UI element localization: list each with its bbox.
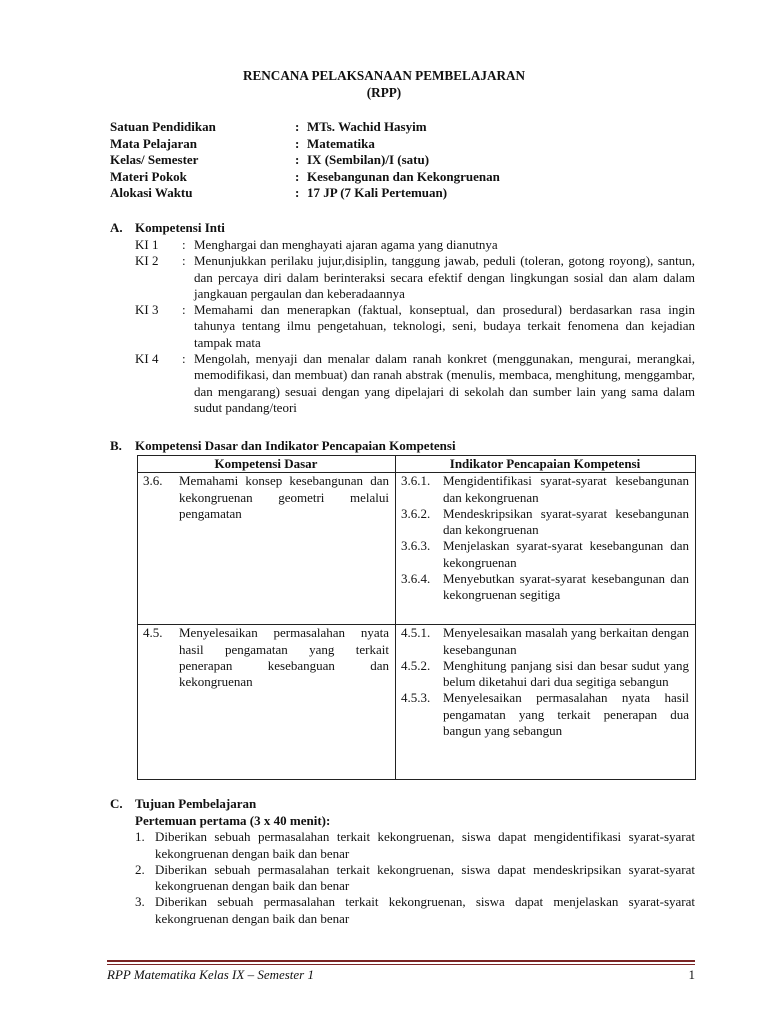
indicator-text: Mendeskripsikan syarat-syarat kesebangunan dan kekongruenan [443,505,689,538]
section-b-title: Kompetensi Dasar dan Indikator Pencapaian Kompetensi [135,438,456,453]
identity-label: Satuan Pendidikan [110,119,216,134]
kd-cell [138,625,396,780]
footer-rule-thin [107,964,695,965]
ki-text: Menghargai dan menghayati ajaran agama yang dianutnya [194,237,498,252]
identity-label: Materi Pokok [110,168,187,184]
indicator-number: 3.6.2. [401,505,431,521]
identity-row: Satuan Pendidikan : MTs. Wachid Hasyim [110,119,427,134]
ki-item: KI 1 : Menghargai dan menghayati ajaran agama yang dianutnya [135,237,695,253]
page-number: 1 [688,967,695,982]
kd-text: Menyelesaikan permasalahan nyata hasil pengamatan yang terkait penerapan kesebanguan dan kekongruenan [179,625,389,690]
table-row [138,473,696,625]
section-a-letter: A. [110,220,123,235]
indicator-number: 3.6.3. [401,538,431,554]
list-item-text: Diberikan sebuah permasalahan terkait kekongruenan, siswa dapat menjelaskan syarat-syarat kekongruenan dengan baik dan benar [155,894,695,926]
identity-row: Mata Pelajaran : Matematika [110,135,375,151]
indicator-number: 4.5.1. [401,625,431,641]
identity-label: Alokasi Waktu [110,185,193,201]
list-item-number: 3. [135,894,145,910]
ki-item: KI 4 : Mengolah, menyaji dan menalar dalam ranah konkret (menggunakan, mengurai, merangkai, memodifikasi, dan membuat) dan ranah abstrak (menulis, membaca, menghitung, menggambar, dan mengarang) sesuai dengan yang dipelajari di sekolah dan sumber lain yang sama dalam sudut pandang/teori [135,351,695,415]
ki-text: Memahami dan menerapkan (faktual, konseptual, dan prosedural) berdasarkan rasa ingin tahunya tentang ilmu pengetahuan, teknologi, seni, budaya terkait fenomena dan kejadian tampak mata [194,302,695,350]
ki-item: KI 3 : Memahami dan menerapkan (faktual, konseptual, dan prosedural) berdasarkan rasa ingin tahunya tentang ilmu pengetahuan, teknologi, seni, budaya terkait fenomena dan kejadian tampak mata [135,302,695,350]
identity-row: Kelas/ Semester : IX (Sembilan)/I (satu) [110,152,430,168]
ki-list [135,237,695,416]
identity-value: Kesebangunan dan Kekongruenan [307,168,500,184]
meeting-heading: Pertemuan pertama (3 x 40 menit): [135,813,331,828]
tujuan-list [135,813,695,927]
identity-value: Matematika [307,135,375,151]
list-item [135,862,695,895]
indicator-item [401,538,689,571]
indicator-item [401,625,689,658]
section-b-heading [110,438,456,454]
section-a-title: Kompetensi Inti [135,220,225,235]
indicator-text: Menyelesaikan permasalahan nyata hasil pengamatan yang terkait penerapan dua bangun yang sebangun [443,690,689,739]
kd-table-header-row [138,456,696,473]
list-item [135,829,695,862]
list-item-text: Diberikan sebuah permasalahan terkait kekongruenan, siswa dapat mengidentifikasi syarat-syarat kekongruenan dengan baik dan benar [155,829,695,861]
kd-table [137,455,696,780]
indicator-text: Menyebutkan syarat-syarat kesebangunan dan kekongruenan segitiga [443,571,689,603]
document-title: RENCANA PELAKSANAAN PEMBELAJARAN [242,68,526,83]
identity-value: IX (Sembilan)/I (satu) [307,152,430,168]
list-item-text: Diberikan sebuah permasalahan terkait kekongruenan, siswa dapat mendeskripsikan syarat-syarat kekongruenan dengan baik dan benar [155,861,695,894]
indicator-number: 3.6.4. [401,571,431,587]
kd-number: 3.6. [143,473,163,489]
kd-number: 4.5. [143,625,163,641]
list-item [135,894,695,927]
table-row [138,625,696,780]
ki-text: Menunjukkan perilaku jujur,disiplin, tanggung jawab, peduli (toleran, gotong royong), santun, dan percaya diri dalam berinteraksi secara efektif dengan lingkungan sosial dan alam dalam jangkauan pergaulan dan keberadaannya [194,253,695,301]
indicator-item [401,571,689,604]
indicator-text: Menyelesaikan masalah yang berkaitan dengan kesebangunan [443,625,689,657]
kd-text: Memahami konsep kesebangunan dan kekongruenan geometri melalui pengamatan [179,473,389,521]
document-subtitle: (RPP) [366,85,402,100]
list-item-number: 1. [135,829,145,845]
identity-label: Mata Pelajaran [110,135,198,151]
indicator-number: 4.5.3. [401,690,431,706]
indicator-item [401,473,689,506]
kd-cell [138,473,396,625]
kd-header-kompetensi-dasar: Kompetensi Dasar [138,456,396,473]
indicator-item [401,506,689,539]
indicator-item [401,658,689,691]
indicator-text: Menghitung panjang sisi dan besar sudut yang belum diketahui dari dua segitiga sebangun [443,657,689,690]
list-item-number: 2. [135,861,145,877]
ki-label: KI 4 [135,351,159,367]
indicator-text: Mengidentifikasi syarat-syarat kesebangunan dan kekongruenan [443,473,689,505]
identity-row: Materi Pokok : Kesebangunan dan Kekongruenan [110,168,500,184]
indicator-cell [396,473,696,625]
identity-value: MTs. Wachid Hasyim [307,119,427,134]
section-c-letter: C. [110,796,123,811]
kd-header-indikator: Indikator Pencapaian Kompetensi [396,456,696,473]
identity-value: 17 JP (7 Kali Pertemuan) [307,185,448,201]
identity-label: Kelas/ Semester [110,152,199,168]
footer-rule [107,960,695,962]
indicator-item [401,690,689,739]
ki-item: KI 2 : Menunjukkan perilaku jujur,disiplin, tanggung jawab, peduli (toleran, gotong royong), santun, dan percaya diri dalam berinteraksi secara efektif dengan lingkungan sosial dan alam dalam jangkauan pergaulan dan keberadaannya [135,253,695,301]
footer-text: RPP Matematika Kelas IX – Semester 1 [107,967,314,982]
section-a-heading [110,220,225,236]
indicator-cell [396,625,696,780]
identity-block [110,119,500,202]
ki-label: KI 1 [135,237,159,252]
section-c-title: Tujuan Pembelajaran [135,796,257,811]
section-c-heading [110,796,256,812]
indicator-text: Menjelaskan syarat-syarat kesebangunan dan kekongruenan [443,538,689,570]
ki-label: KI 3 [135,302,159,318]
ki-text: Mengolah, menyaji dan menalar dalam ranah konkret (menggunakan, mengurai, merangkai, memodifikasi, dan membuat) dan ranah abstrak (menulis, membaca, menghitung, menggambar, dan mengarang) sesuai dengan yang dipelajari di sekolah dan sumber lain yang sama dalam sudut pandang/teori [194,351,695,415]
indicator-number: 3.6.1. [401,473,431,489]
ki-label: KI 2 [135,253,159,269]
indicator-number: 4.5.2. [401,657,431,673]
identity-row: Alokasi Waktu : 17 JP (7 Kali Pertemuan) [110,185,448,201]
section-b-letter: B. [110,438,122,453]
